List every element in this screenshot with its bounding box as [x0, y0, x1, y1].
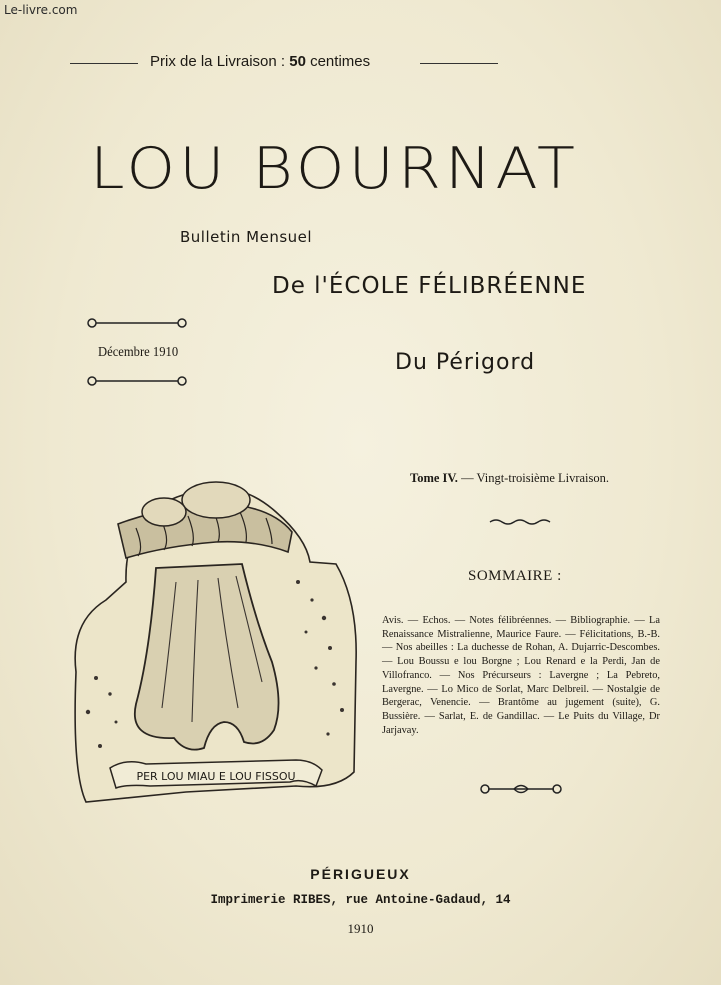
printer-line: Imprimerie RIBES, rue Antoine-Gadaud, 14 — [210, 893, 511, 907]
journal-title: LOU BOURNAT — [90, 134, 579, 202]
price-label: Prix de la Livraison : — [150, 53, 286, 70]
publication-year: 1910 — [347, 921, 374, 936]
scroll-divider-ornament — [478, 781, 564, 797]
region-title: Du Périgord — [395, 350, 536, 375]
tome-line — [410, 471, 609, 486]
price-line — [70, 53, 425, 75]
city: PÉRIGUEUX — [310, 866, 411, 882]
flourish-bottom-ornament — [86, 374, 188, 388]
price-amount: 50 — [289, 53, 306, 70]
flourish-top-ornament — [86, 316, 188, 330]
price-unit: centimes — [310, 53, 371, 70]
tilde-divider-ornament — [488, 517, 552, 527]
watermark: Le-livre.com — [4, 3, 78, 17]
tome-issue: — Vingt-troisième Livraison. — [461, 471, 610, 485]
tome-volume: Tome IV. — [410, 471, 458, 485]
issue-date: Décembre 1910 — [98, 345, 179, 360]
contents-heading: SOMMAIRE : — [468, 568, 562, 584]
price-rule-left — [70, 63, 138, 64]
price-rule-right — [420, 63, 498, 64]
school-name: De l'ÉCOLE FÉLIBRÉENNE — [272, 273, 587, 299]
tree-stump-illustration — [66, 472, 362, 818]
subtitle: Bulletin Mensuel — [180, 228, 313, 246]
contents-text: Avis. — Echos. — Notes félibréennes. — Bibliographie. — La Renaissance Mistralienne, Maurice Faure. — Félicitations, B.-B. — Nos abeilles : La duchesse de Rohan, A. Dujarric-Descombes. — Lou Boussu e lou Borgne ; Lou Renard e la Perdi, Jan de Villofranco. — Nos Précurseurs : Lavergne ; La Pebreto, Lavergne. — Lo Mico de Sorlat, Marc Delbreil. — Nostalgie de Bergerac, Venencie. — Brantôme au jugement (suite), G. Bussière. — Sarlat, E. de Gandillac. — Le Puits du Village, Dr Jarjavay. — [382, 615, 660, 736]
motto-banner: PER LOU MIAU E LOU FISSOU — [136, 770, 296, 783]
price-text — [150, 53, 370, 70]
